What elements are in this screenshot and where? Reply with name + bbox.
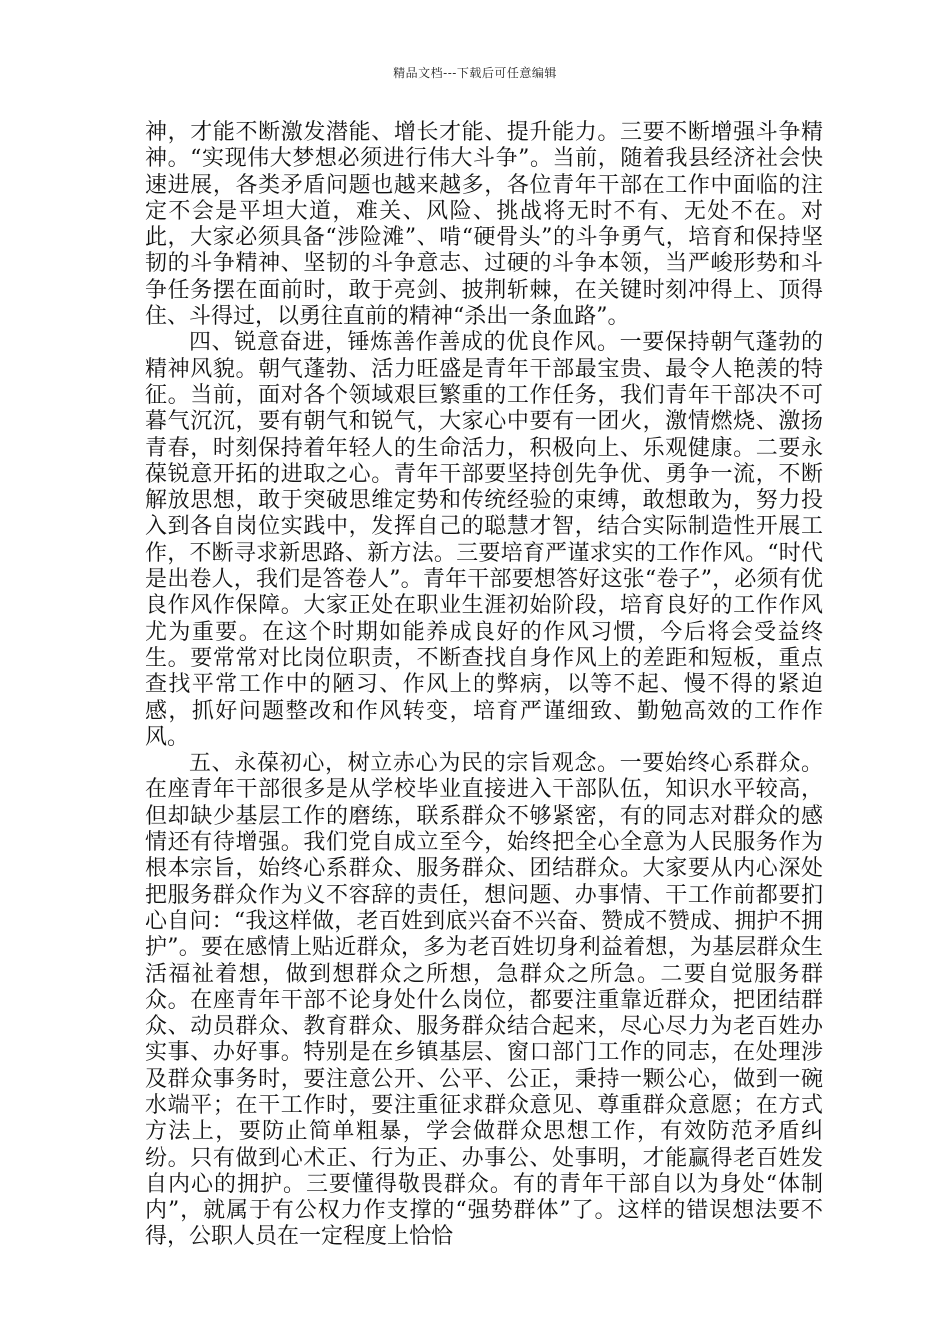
paragraph-2: 四、锐意奋进，锤炼善作善成的优良作风。一要保持朝气蓬勃的精神风貌。朝气蓬勃、活力旺盛是青年干部最宝贵、最令人艳羡的特征。当前，面对各个领域艰巨繁重的工作任务，我们青年干部决不可暮气沉沉，要有朝气和锐气，大家心中要有一团火，激情燃烧、激扬青春，时刻保持着年轻人的生命活力，积极向上、乐观健康。二要永葆锐意开拓的进取之心。青年干部要坚持创先争优、勇争一流，不断解放思想，敢于突破思维定势和传统经验的束缚，敢想敢为，努力投入到各自岗位实践中，发挥自己的聪慧才智，结合实际制造性开展工作，不断寻求新思路、新方法。三要培育严谨求实的工作作风。“时代是出卷人，我们是答卷人”。青年干部要想答好这张“卷子”，必须有优良作风作保障。大家正处在职业生涯初始阶段，培育良好的工作作风尤为重要。在这个时期如能养成良好的作风习惯，今后将会受益终生。要常常对比岗位职责，不断查找自身作风上的差距和短板，重点查找平常工作中的陋习、作风上的弊病，以等不起、慢不得的紧迫感，抓好问题整改和作风转变，培育严谨细致、勤勉高效的工作作风。 bbox=[145, 330, 823, 750]
paragraph-3: 五、永葆初心，树立赤心为民的宗旨观念。一要始终心系群众。在座青年干部很多是从学校毕业直接进入干部队伍，知识水平较高，但却缺少基层工作的磨练，联系群众不够紧密，有的同志对群众的感情还有待增强。我们党自成立至今，始终把全心全意为人民服务作为根本宗旨，始终心系群众、服务群众、团结群众。大家要从内心深处把服务群众作为义不容辞的责任，想问题、办事情、干工作前都要扪心自问：“我这样做，老百姓到底兴奋不兴奋、赞成不赞成、拥护不拥护”。要在感情上贴近群众，多为老百姓切身利益着想，为基层群众生活福祉着想，做到想群众之所想，急群众之所急。二要自觉服务群众。在座青年干部不论身处什么岗位，都要注重靠近群众，把团结群众、动员群众、教育群众、服务群众结合起来，尽心尽力为老百姓办实事、办好事。特别是在乡镇基层、窗口部门工作的同志，在处理涉及群众事务时，要注意公开、公平、公正，秉持一颗公心，做到一碗水端平；在干工作时，要注重征求群众意见、尊重群众意愿；在方式方法上，要防止简单粗暴，学会做群众思想工作，有效防范矛盾纠纷。只有做到心术正、行为正、办事公、处事明，才能赢得老百姓发自内心的拥护。三要懂得敬畏群众。有的青年干部自以为身处“体制内”，就属于有公权力作支撑的“强势群体”了。这样的错误想法要不得，公职人员在一定程度上恰恰 bbox=[145, 751, 823, 1250]
paragraph-1: 神，才能不断激发潜能、增长才能、提升能力。三要不断增强斗争精神。“实现伟大梦想必须进行伟大斗争”。当前，随着我县经济社会快速进展，各类矛盾问题也越来越多，各位青年干部在工作中面临的注定不会是平坦大道，难关、风险、挑战将无时不有、无处不在。对此，大家必须具备“涉险滩”、啃“硬骨头”的斗争勇气，培育和保持坚韧的斗争精神、坚韧的斗争意志、过硬的斗争本领，当严峻形势和斗争任务摆在面前时，敢于亮剑、披荆斩棘，在关键时刻冲得上、顶得住、斗得过，以勇往直前的精神“杀出一条血路”。 bbox=[145, 120, 823, 330]
document-body bbox=[145, 120, 823, 1251]
page-header: 精品文档---下载后可任意编辑 bbox=[393, 66, 557, 80]
